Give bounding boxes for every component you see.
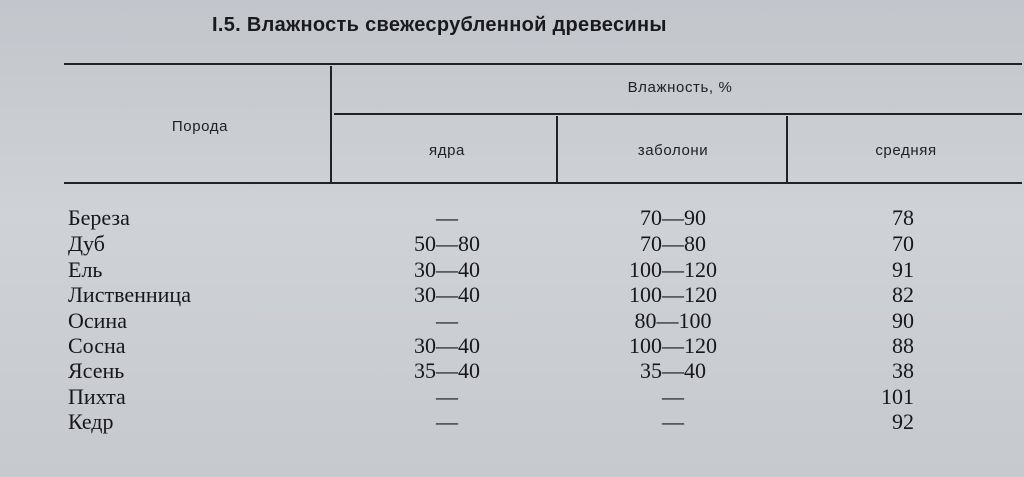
row-sapwood: — xyxy=(662,384,684,409)
row-sapwood: 100—120 xyxy=(629,257,717,282)
row-core: 35—40 xyxy=(414,358,480,383)
row-sapwood: 70—90 xyxy=(640,205,706,230)
header-species: Порода xyxy=(171,118,229,135)
column-divider-sapwood xyxy=(786,116,788,182)
row-core: 50—80 xyxy=(414,231,480,256)
row-average: 101 xyxy=(881,384,914,409)
row-species: Осина xyxy=(68,308,127,333)
row-sapwood: — xyxy=(662,409,684,434)
row-average: 78 xyxy=(892,205,914,230)
row-sapwood: 80—100 xyxy=(634,308,712,333)
header-bottom-rule xyxy=(64,182,1022,184)
row-core: — xyxy=(436,308,458,333)
header-average: средняя xyxy=(875,142,937,159)
row-sapwood: 100—120 xyxy=(629,282,717,307)
table-top-rule xyxy=(64,63,1022,65)
row-core: — xyxy=(436,384,458,409)
row-species: Пихта xyxy=(68,384,126,409)
row-species: Сосна xyxy=(68,333,126,358)
row-species: Ясень xyxy=(68,358,125,383)
header-moisture: Влажность, % xyxy=(627,79,733,96)
row-average: 90 xyxy=(892,308,914,333)
row-sapwood: 70—80 xyxy=(640,231,706,256)
row-sapwood: 35—40 xyxy=(640,358,706,383)
row-core: 30—40 xyxy=(414,257,480,282)
table-title: I.5. Влажность свежесрубленной древесины xyxy=(212,14,667,36)
row-species: Береза xyxy=(68,205,130,230)
header-sapwood: заболони xyxy=(637,142,709,159)
row-average: 88 xyxy=(892,333,914,358)
row-species: Ель xyxy=(68,257,103,282)
row-average: 91 xyxy=(892,257,914,282)
row-core: 30—40 xyxy=(414,282,480,307)
row-species: Кедр xyxy=(68,409,114,434)
row-core: — xyxy=(436,409,458,434)
row-average: 82 xyxy=(892,282,914,307)
moisture-header-rule xyxy=(334,113,1022,115)
row-average: 38 xyxy=(892,358,914,383)
row-species: Лиственница xyxy=(68,282,191,307)
column-divider-species xyxy=(330,66,332,182)
row-sapwood: 100—120 xyxy=(629,333,717,358)
header-core: ядра xyxy=(429,142,465,159)
row-average: 70 xyxy=(892,231,914,256)
row-average: 92 xyxy=(892,409,914,434)
row-core: 30—40 xyxy=(414,333,480,358)
row-core: — xyxy=(436,205,458,230)
row-species: Дуб xyxy=(68,231,105,256)
